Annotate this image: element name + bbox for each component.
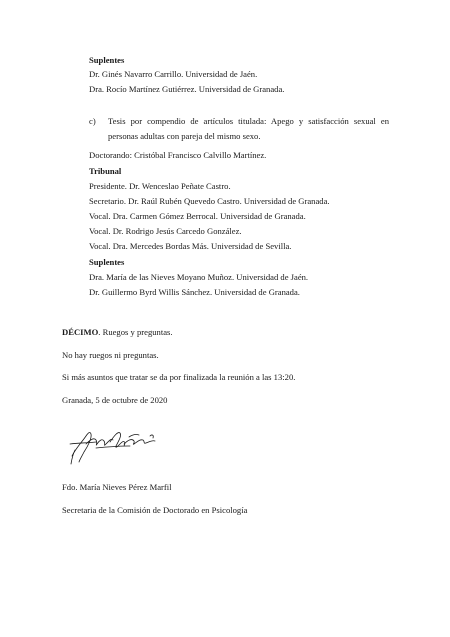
decimo-text: . Ruegos y preguntas. <box>98 327 173 337</box>
item-c-title-line-2: personas adultas con pareja del mismo sexo. <box>108 131 261 141</box>
handwritten-signature <box>66 422 166 468</box>
tribunal-member: Vocal. Dra. Carmen Gómez Berrocal. Universidad de Granada. <box>89 211 306 221</box>
suplentes-heading-1: Suplentes <box>89 55 125 65</box>
cierre-reunion: Si más asuntos que tratar se da por finalizada la reunión a las 13:20. <box>62 372 296 382</box>
suplente-member: Dra. María de las Nieves Moyano Muñoz. Universidad de Jaén. <box>89 272 309 282</box>
tribunal-heading: Tribunal <box>89 166 122 176</box>
firma-nombre: Fdo. María Nieves Pérez Marfil <box>62 482 172 492</box>
suplente-member: Dr. Guillermo Byrd Willis Sánchez. Universidad de Granada. <box>89 287 300 297</box>
tribunal-member: Vocal. Dra. Mercedes Bordas Más. Universidad de Sevilla. <box>89 241 292 251</box>
firma-cargo: Secretaria de la Comisión de Doctorado en Psicología <box>62 505 248 515</box>
tribunal-member: Vocal. Dr. Rodrigo Jesús Carcedo González. <box>89 226 242 236</box>
item-c-title-line-1: Tesis por compendio de artículos titulada: Apego y satisfacción sexual en <box>108 116 389 126</box>
doctorando: Doctorando: Cristóbal Francisco Calvillo Martínez. <box>89 150 267 160</box>
suplente-2: Dra. Rocío Martínez Gutiérrez. Universidad de Granada. <box>89 84 285 94</box>
decimo-label: DÉCIMO <box>62 327 99 337</box>
suplente-1: Dr. Ginés Navarro Carrillo. Universidad de Jaén. <box>89 69 258 79</box>
tribunal-member: Presidente. Dr. Wenceslao Peñate Castro. <box>89 181 231 191</box>
decimo-section <box>62 327 173 338</box>
no-ruegos: No hay ruegos ni preguntas. <box>62 350 159 360</box>
item-c-marker: c) <box>89 116 96 126</box>
suplentes-heading-2: Suplentes <box>89 257 125 267</box>
fecha: Granada, 5 de octubre de 2020 <box>62 395 168 405</box>
tribunal-member: Secretario. Dr. Raúl Rubén Quevedo Castro. Universidad de Granada. <box>89 196 330 206</box>
